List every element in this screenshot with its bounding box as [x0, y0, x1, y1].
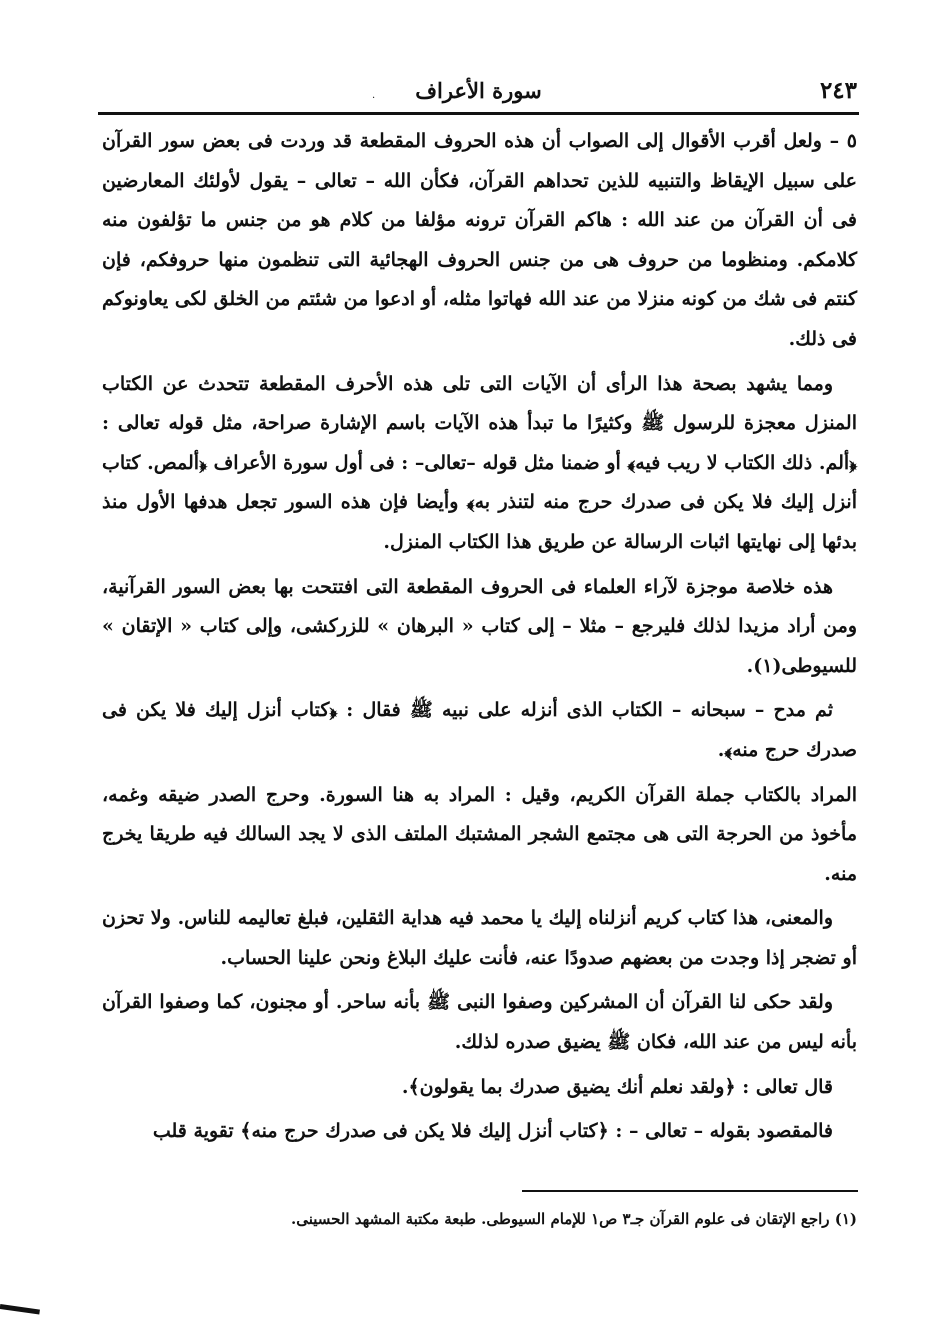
- surah-title: سورة الأعراف: [415, 77, 542, 103]
- main-text: [102, 122, 857, 1157]
- page-header: [100, 72, 857, 108]
- footnote: (١) راجع الإتقان فى علوم القرآن جـ٣ ص١ للإمام السيوطى. طبعة مكتبة المشهد الحسينى.: [290, 1210, 857, 1228]
- header-rule: [98, 112, 859, 115]
- page-number: ٢٤٣: [819, 76, 857, 104]
- paragraph-praise: ثم مدح – سبحانه – الكتاب الذى أنزله على نبيه ﷺ فقال : ﴿كتاب أنزل إليك فلا يكن فى صدرك حرج منه﴾.: [102, 699, 857, 761]
- paragraph-meaning: والمعنى، هذا كتاب كريم أنزلناه إليك يا محمد فيه هداية الثقلين، فبلغ تعاليمه للناس. ولا تحزن أو تضجر إذا وجدت من بعضهم صدودًا عنه، فأنت عليك البلاغ ونحن علينا الحساب.: [102, 907, 857, 969]
- paragraph-purpose: فالمقصود بقوله – تعالى – : ﴿كتاب أنزل إليك فلا يكن فى صدرك حرج منه﴾ تقوية قلب: [152, 1120, 833, 1143]
- paragraph-summary: هذه خلاصة موجزة لآراء العلماء فى الحروف المقطعة التى افتتحت بها بعض السور القرآنية، ومن أراد مزيدا لذلك فليرجع – مثلا – إلى كتاب « البرهان » للزركشى، وإلى كتاب « الإتقان » للسيوطى(١).: [102, 575, 857, 677]
- paragraph-verse-quote: قال تعالى : ﴿ولقد نعلم أنك يضيق صدرك بما يقولون﴾.: [401, 1075, 833, 1098]
- scan-edge-mark: [0, 1304, 40, 1315]
- paragraph-accusations: ولقد حكى لنا القرآن أن المشركين وصفوا النبى ﷺ بأنه ساحر. أو مجنون، كما وصفوا القرآن بأنه ليس من عند الله، فكان ﷺ يضيق صدره لذلك.: [102, 991, 857, 1054]
- paragraph-definition: المراد بالكتاب جملة القرآن الكريم، وقيل : المراد به هنا السورة. وحرج الصدر ضيقه وغمه، مأخوذ من الحرجة التى هى مجتمع الشجر المشتبك الملتف الذى لا يجد السالك فيه طريقا يخرج منه.: [102, 783, 857, 885]
- paragraph-point-5: ٥ – ولعل أقرب الأقوال إلى الصواب أن هذه الحروف المقطعة قد وردت فى بعض سور القرآن على سبيل الإيقاظ والتنبيه للذين تحداهم القرآن، فكأن الله – تعالى – يقول لأولئك المعارضين فى أن القرآن من عند الله : هاكم القرآن ترونه مؤلفا من كلام هو من جنس ما تؤلفون منه كلامكم. ومنظوما من حروف هى من جنس الحروف الهجائية التى تنظمون منها حروفكم، فإن كنتم فى شك من كونه منزلا من عند الله فهاتوا مثله، أو ادعوا من شئتم من الخلق لكى يعاونوكم فى ذلك.: [102, 130, 857, 350]
- scan-dot: .: [372, 90, 376, 101]
- footnote-rule: [522, 1190, 858, 1192]
- paragraph-evidence: ومما يشهد بصحة هذا الرأى أن الآيات التى تلى هذه الأحرف المقطعة تتحدث عن الكتاب المنزل معجزة للرسول ﷺ وكثيرًا ما تبدأ هذه الآيات باسم الإشارة صراحة، مثل قوله تعالى : ﴿ألم. ذلك الكتاب لا ريب فيه﴾ أو ضمنا مثل قوله –تعالى– : فى أول سورة الأعراف ﴿ألمص. كتاب أنزل إليك فلا يكن فى صدرك حرج منه لتنذر به﴾ وأيضا فإن هذه السور تجعل هدفها الأول منذ بدئها إلى نهايتها اثبات الرسالة عن طريق هذا الكتاب المنزل.: [102, 372, 857, 553]
